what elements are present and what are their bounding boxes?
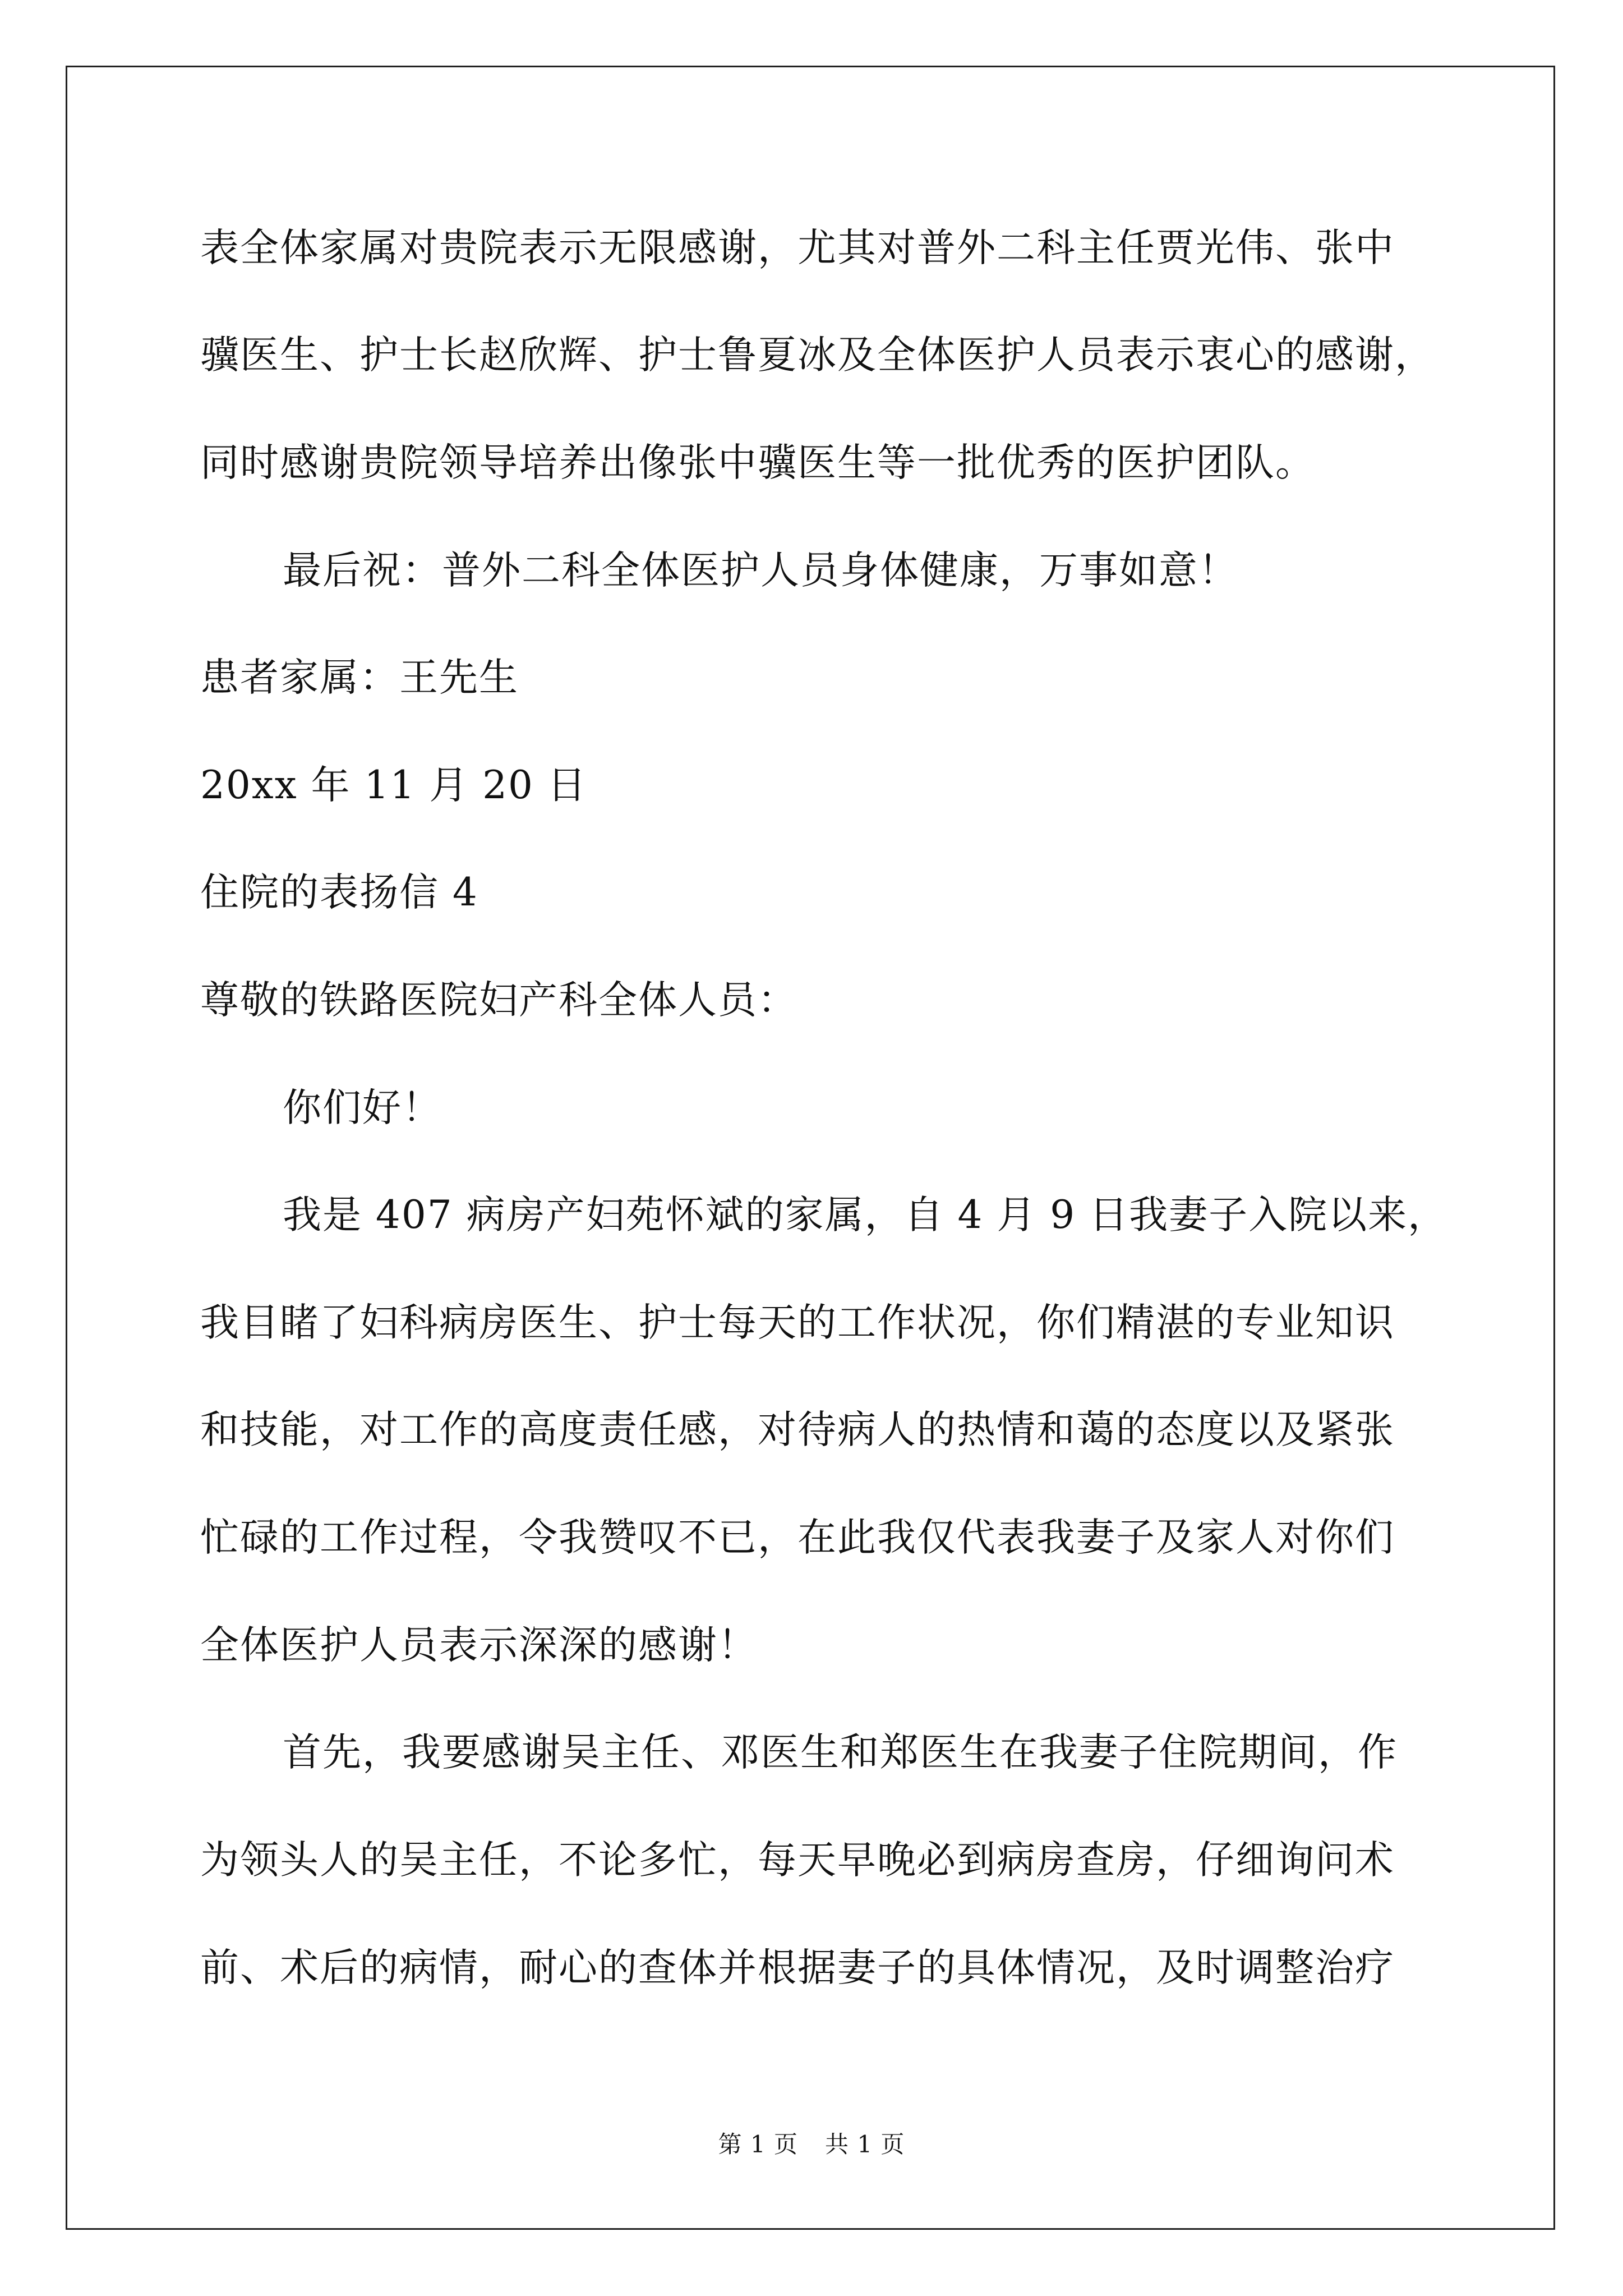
- text-line: 首先，我要感谢吴主任、邓医生和郑医生在我妻子住院期间，作: [283, 1730, 1398, 1775]
- text-line: 骥医生、护士长赵欣辉、护士鲁夏冰及全体医护人员表示衷心的感谢，: [200, 333, 1435, 378]
- page-footer: [0, 2126, 1623, 2160]
- text-line: 为领头人的吴主任，不论多忙，每天早晚必到病房查房，仔细询问术: [200, 1838, 1395, 1883]
- text-line: 全体医护人员表示深深的感谢！: [200, 1623, 758, 1668]
- text-line: 和技能，对工作的高度责任感，对待病人的热情和蔼的态度以及紧张: [200, 1407, 1395, 1452]
- date: 20xx 年 11 月 20 日: [200, 763, 587, 808]
- text-line: 前、术后的病情，耐心的查体并根据妻子的具体情况，及时调整治疗: [200, 1945, 1395, 1990]
- salutation: 尊敬的铁路医院妇产科全体人员：: [200, 978, 797, 1023]
- page-number: 第 1 页: [718, 2131, 798, 2158]
- text-line: 我是 407 病房产妇苑怀斌的家属，自 4 月 9 日我妻子入院以来，: [283, 1193, 1448, 1237]
- greeting: 你们好！: [283, 1085, 442, 1130]
- text-line: 我目睹了妇科病房医生、护士每天的工作状况，你们精湛的专业知识: [200, 1300, 1395, 1345]
- closing-wish: 最后祝：普外二科全体医护人员身体健康，万事如意！: [283, 548, 1238, 593]
- signature: 患者家属：王先生: [200, 655, 519, 700]
- letter-title: 住院的表扬信 4: [200, 870, 478, 915]
- text-line: 忙碌的工作过程，令我赞叹不已，在此我仅代表我妻子及家人对你们: [200, 1515, 1395, 1560]
- page-frame: [66, 66, 1555, 2230]
- page-total: 共 1 页: [825, 2131, 905, 2158]
- text-line: 表全体家属对贵院表示无限感谢，尤其对普外二科主任贾光伟、张中: [200, 226, 1395, 270]
- text-line: 同时感谢贵院领导培养出像张中骥医生等一批优秀的医护团队。: [200, 440, 1315, 485]
